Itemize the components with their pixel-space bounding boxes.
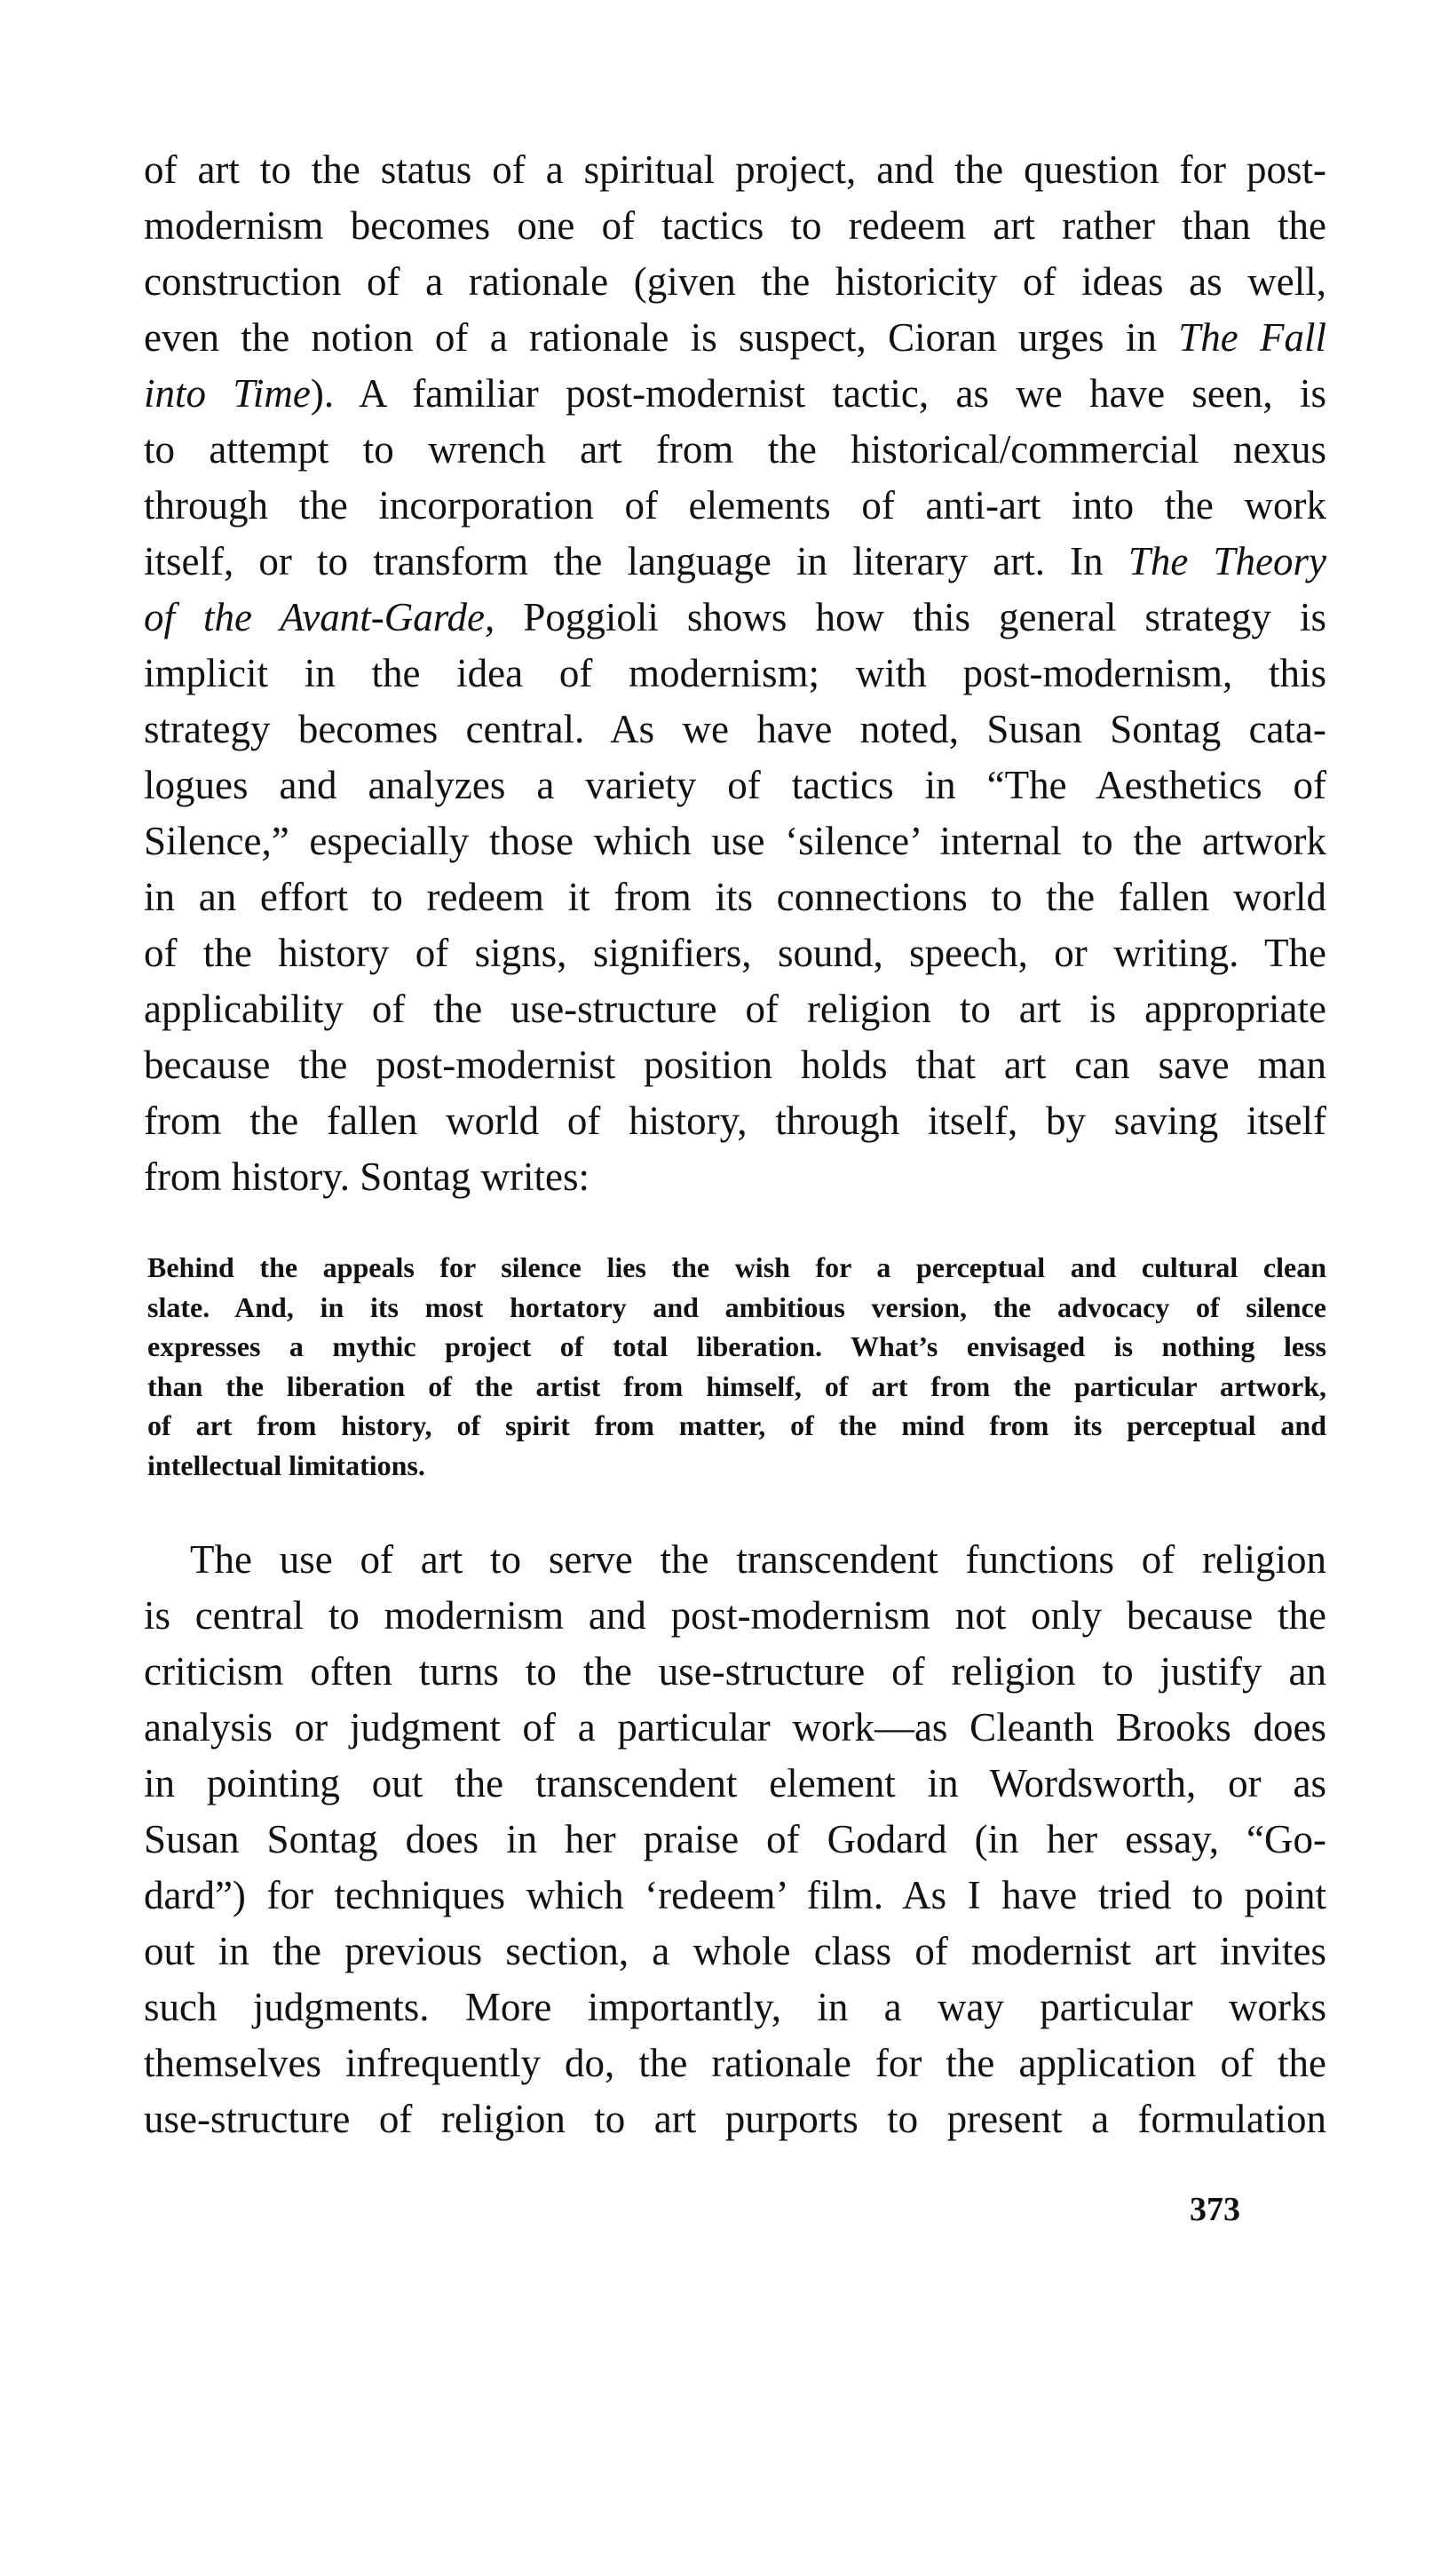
paragraph-1 <box>144 142 1326 1205</box>
quote-line: intellectual limitations. <box>147 1448 425 1481</box>
quote-line: expresses a mythic project of total liberation. What’s envisaged is nothing less <box>147 1330 1326 1362</box>
text-line: through the incorporation of elements of anti-art into the work <box>144 483 1326 528</box>
text-line: in an effort to redeem it from its connections to the fallen world <box>144 875 1326 919</box>
text-line: dard”) for techniques which ‘redeem’ film. As I have tried to point <box>144 1873 1326 1917</box>
text-line: analysis or judgment of a particular work—as Cleanth Brooks does <box>144 1705 1326 1750</box>
text-line: Susan Sontag does in her praise of Godard (in her essay, “Go- <box>144 1817 1326 1861</box>
text-line <box>144 590 1326 646</box>
text-line <box>144 310 1326 366</box>
text-run: even the notion of a rationale is suspect, Cioran urges in <box>144 315 1179 360</box>
text-line: modernism becomes one of tactics to redeem art rather than the <box>144 203 1326 248</box>
text-line: themselves infrequently do, the rationale for the application of the <box>144 2041 1326 2085</box>
text-line: The use of art to serve the transcendent functions of religion <box>190 1537 1326 1582</box>
quote-line: slate. And, in its most hortatory and ambitious version, the advocacy of silence <box>147 1290 1326 1323</box>
italic-title: of the Avant-Garde, <box>144 595 495 639</box>
italic-title: into Time <box>144 371 311 416</box>
text-line: is central to modernism and post-modernism not only because the <box>144 1593 1326 1638</box>
text-line: because the post-modernist position holds that art can save man <box>144 1043 1326 1087</box>
text-run: Poggioli shows how this general strategy is <box>495 595 1326 639</box>
text-line: from history. Sontag writes: <box>144 1155 590 1199</box>
page-number: 373 <box>1190 2191 1240 2228</box>
text-line <box>144 534 1326 590</box>
block-quote <box>147 1248 1326 1485</box>
text-line: of the history of signs, signifiers, sound, speech, or writing. The <box>144 931 1326 975</box>
paragraph-2 <box>144 1532 1326 2147</box>
text-line: construction of a rationale (given the historicity of ideas as well, <box>144 259 1326 304</box>
text-line: of art to the status of a spiritual project, and the question for post- <box>144 147 1326 192</box>
text-line: such judgments. More importantly, in a way particular works <box>144 1985 1326 2029</box>
text-line: implicit in the idea of modernism; with post-modernism, this <box>144 651 1326 695</box>
text-line: strategy becomes central. As we have noted, Susan Sontag cata- <box>144 707 1326 751</box>
text-line: to attempt to wrench art from the historical/commercial nexus <box>144 427 1326 472</box>
text-line: applicability of the use-structure of religion to art is appropriate <box>144 987 1326 1031</box>
text-line: out in the previous section, a whole class of modernist art invites <box>144 1929 1326 1973</box>
text-line: Silence,” especially those which use ‘silence’ internal to the artwork <box>144 819 1326 863</box>
quote-line: of art from history, of spirit from matter, of the mind from its perceptual and <box>147 1409 1326 1441</box>
quote-line: Behind the appeals for silence lies the wish for a perceptual and cultural clean <box>147 1251 1326 1283</box>
text-line: use-structure of religion to art purports to present a formulation <box>144 2097 1326 2141</box>
quote-line: than the liberation of the artist from himself, of art from the particular artwork, <box>147 1369 1326 1402</box>
text-line: logues and analyzes a variety of tactics in “The Aesthetics of <box>144 763 1326 807</box>
text-line: criticism often turns to the use-structure of religion to justify an <box>144 1649 1326 1694</box>
text-line: in pointing out the transcendent element in Wordsworth, or as <box>144 1761 1326 1805</box>
text-line <box>144 366 1326 422</box>
italic-title: The Fall <box>1178 315 1326 360</box>
text-run: ). A familiar post-modernist tactic, as we have seen, is <box>310 371 1326 416</box>
text-line: from the fallen world of history, through itself, by saving itself <box>144 1099 1326 1143</box>
italic-title: The Theory <box>1128 539 1326 583</box>
text-run: itself, or to transform the language in literary art. In <box>144 539 1128 583</box>
